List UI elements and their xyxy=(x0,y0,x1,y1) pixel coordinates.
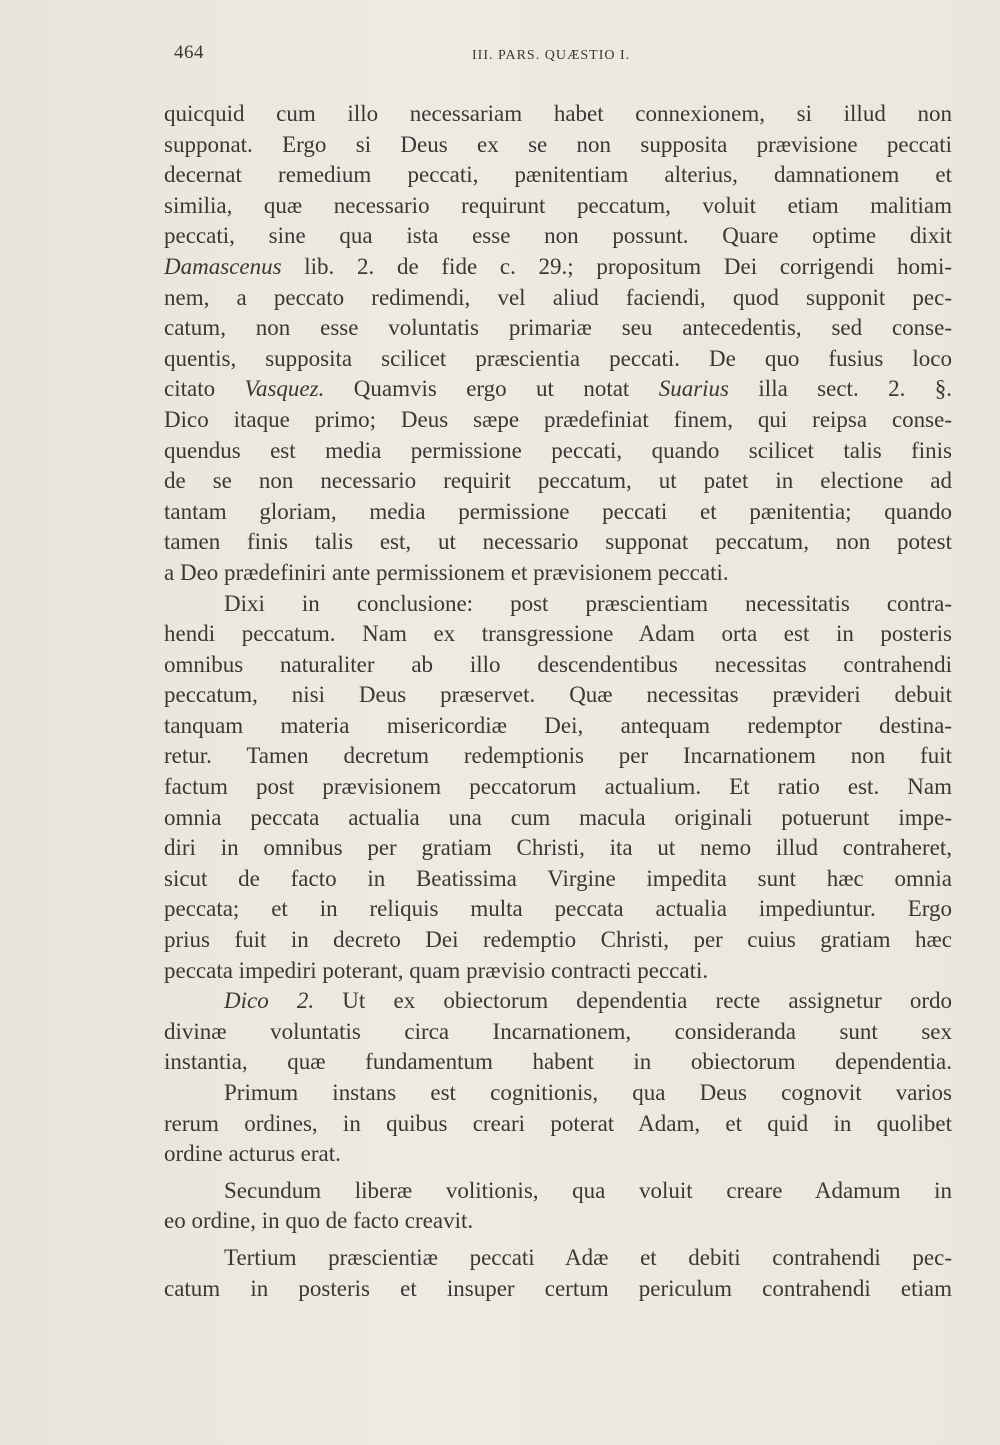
text-line: hendi peccatum. Nam ex transgressione Adam orta est in posteris xyxy=(164,621,952,647)
text-line: instantia, quæ fundamentum habent in obiectorum dependentia. xyxy=(164,1049,952,1075)
text-line: quicquid cum illo necessariam habet connexionem, si illud non xyxy=(164,101,952,126)
text-line: tamen finis talis est, ut necessario supponat peccatum, non potest xyxy=(164,529,952,555)
text-segment: citato xyxy=(164,376,245,402)
text-segment: lib. 2. de fide c. 29.; propositum Dei corrigendi homi- xyxy=(281,253,952,279)
paragraph-start-line xyxy=(164,986,952,1017)
text-line xyxy=(164,252,952,283)
italic-author-name: Vasquez. xyxy=(244,376,325,402)
page-number: 464 xyxy=(174,42,204,63)
text-line: catum, non esse voluntatis primariæ seu antecedentis, sed conse- xyxy=(164,315,952,341)
text-line: Dico itaque primo; Deus sæpe prædefiniat finem, qui reipsa conse- xyxy=(164,406,952,432)
text-line: de se non necessario requirit peccatum, ut patet in electione ad xyxy=(164,468,952,494)
text-line: peccata; et in reliquis multa peccata actualia impediuntur. Ergo xyxy=(164,896,952,922)
text-line: nem, a peccato redimendi, vel aliud faciendi, quod supponit pec- xyxy=(164,284,952,310)
text-line xyxy=(164,374,952,405)
text-line: prius fuit in decreto Dei redemptio Christi, per cuius gratiam hæc xyxy=(164,927,952,953)
paragraph-start-line: Primum instans est cognitionis, qua Deus cognovit varios xyxy=(224,1080,952,1105)
text-line: quentis, supposita scilicet præscientia peccati. De quo fusius loco xyxy=(164,345,952,371)
text-line: eo ordine, in quo de facto creavit. xyxy=(164,1208,474,1234)
text-line: catum in posteris et insuper certum periculum contrahendi etiam xyxy=(164,1275,952,1301)
text-line: tanquam materia misericordiæ Dei, antequam redemptor destina- xyxy=(164,712,952,738)
text-line: a Deo prædefiniri ante permissionem et prævisionem peccati. xyxy=(164,559,729,585)
text-line: rerum ordines, in quibus creari poterat Adam, et quid in quolibet xyxy=(164,1110,952,1136)
text-line: sicut de facto in Beatissima Virgine impedita sunt hæc omnia xyxy=(164,865,952,891)
text-line: divinæ voluntatis circa Incarnationem, consideranda sunt sex xyxy=(164,1018,952,1044)
text-line: diri in omnibus per gratiam Christi, ita ut nemo illud contraheret, xyxy=(164,835,952,861)
text-line: tantam gloriam, media permissione peccati et pænitentia; quando xyxy=(164,498,952,524)
text-segment: Quamvis ergo ut notat xyxy=(324,376,659,402)
paragraph-start-line: Secundum liberæ volitionis, qua voluit creare Adamum in xyxy=(224,1177,952,1203)
text-segment: Ut ex obiectorum dependentia recte assignetur ordo xyxy=(314,988,952,1014)
running-head: III. PARS. QUÆSTIO I. xyxy=(472,48,631,63)
text-line: peccati, sine qua ista esse non possunt. Quare optime dixit xyxy=(164,223,952,249)
paragraph-start-line: Tertium præscientiæ peccati Adæ et debiti contrahendi pec- xyxy=(224,1244,952,1270)
text-segment: illa sect. 2. §. xyxy=(729,376,952,402)
text-line: supponat. Ergo si Deus ex se non supposita prævisione peccati xyxy=(164,131,952,157)
text-line: peccatum, nisi Deus præservet. Quæ necessitas prævideri debuit xyxy=(164,682,952,708)
italic-dico-label: Dico 2. xyxy=(224,988,315,1014)
text-line: similia, quæ necessario requirunt peccatum, voluit etiam malitiam xyxy=(164,192,952,218)
text-line: peccata impediri poterant, quam prævisio contracti peccati. xyxy=(164,957,709,983)
paragraph-start-line: Dixi in conclusione: post præscientiam necessitatis contra- xyxy=(224,590,952,616)
text-line: quendus est media permissione peccati, quando scilicet talis finis xyxy=(164,437,952,463)
page-header xyxy=(174,42,954,72)
text-line: decernat remedium peccati, pænitentiam alterius, damnationem et xyxy=(164,162,952,188)
text-line: omnibus naturaliter ab illo descendentibus necessitas contrahendi xyxy=(164,651,952,677)
text-line: ordine acturus erat. xyxy=(164,1141,341,1167)
text-line: factum post prævisionem peccatorum actualium. Et ratio est. Nam xyxy=(164,774,952,800)
body-text xyxy=(164,99,952,1304)
text-line: retur. Tamen decretum redemptionis per Incarnationem non fuit xyxy=(164,743,952,769)
italic-author-name: Damascenus xyxy=(164,253,282,279)
text-line: omnia peccata actualia una cum macula originali potuerunt impe- xyxy=(164,804,952,830)
italic-author-name: Suarius xyxy=(658,376,730,402)
